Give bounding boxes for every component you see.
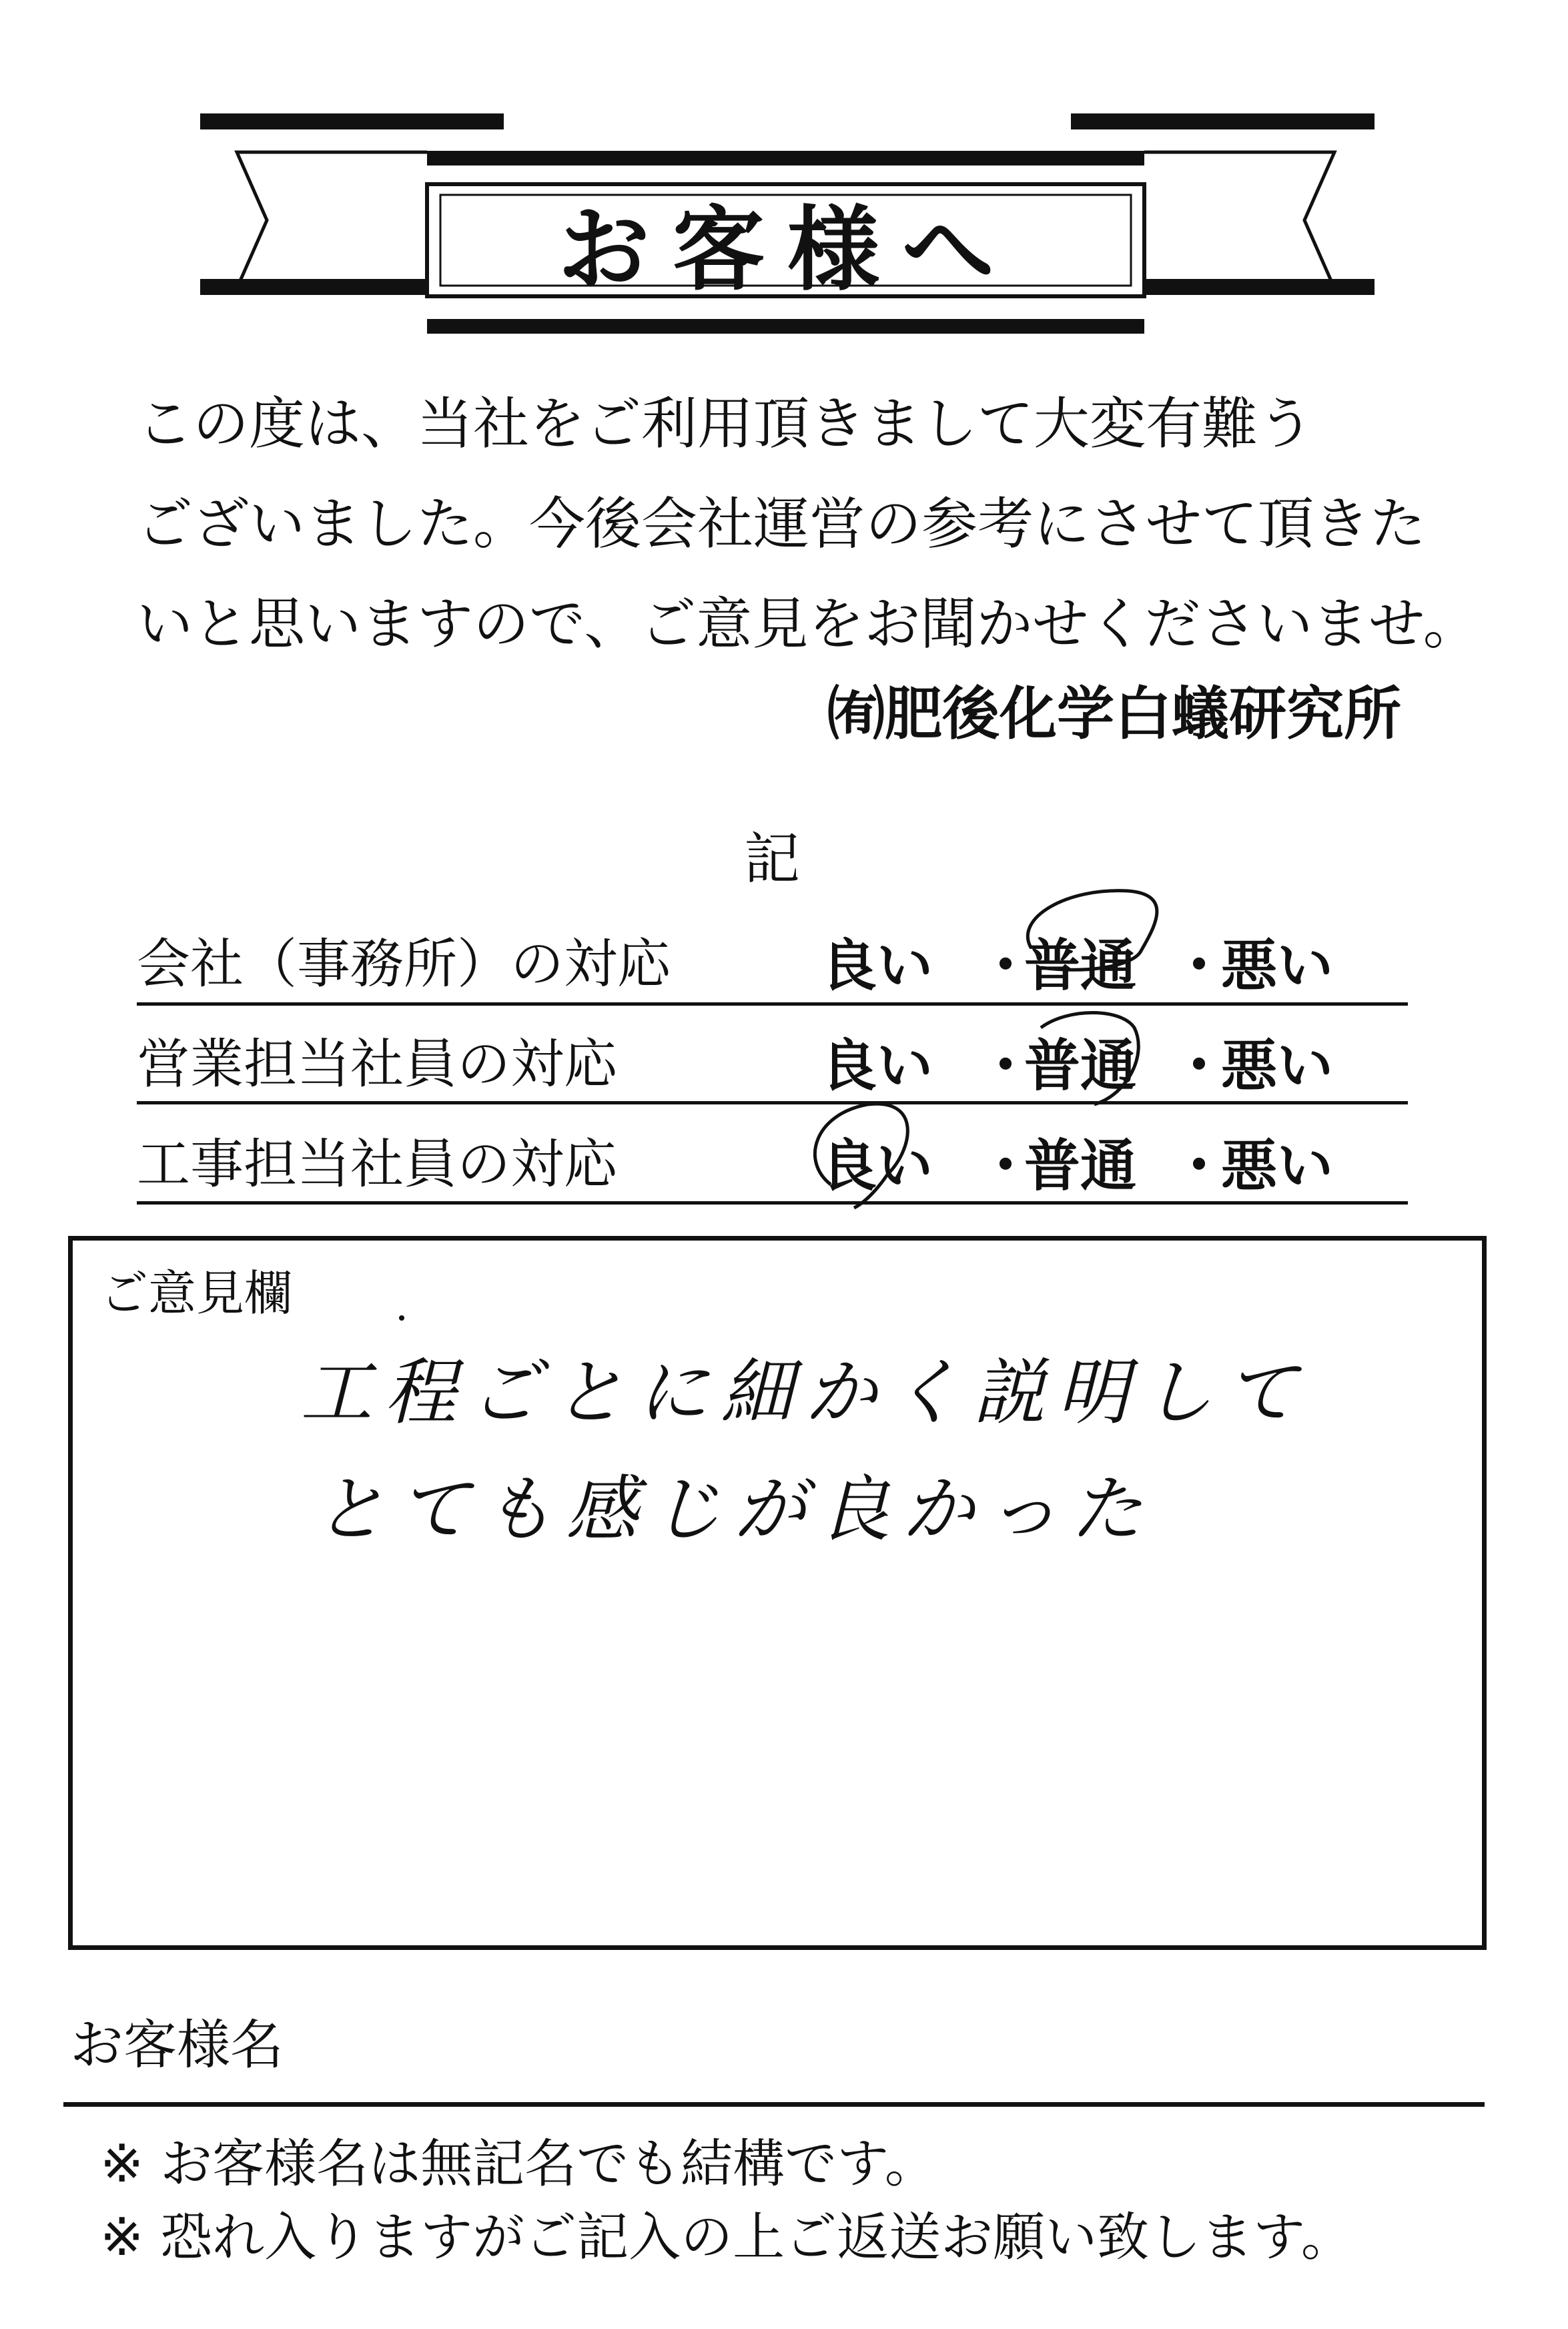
option-good[interactable]: 良い (821, 1133, 933, 1199)
row-divider (137, 1201, 1408, 1205)
handwritten-line: 工程ごとに細かく説明して (300, 1351, 1310, 1435)
option-normal[interactable]: 普通 (1024, 1133, 1137, 1199)
note-line: ※ お客様名は無記名でも結構です。 (100, 2134, 937, 2194)
ki-heading: 記 (744, 826, 801, 892)
option-normal[interactable]: 普通 (1024, 933, 1137, 998)
customer-name-line[interactable] (63, 2102, 1485, 2107)
separator: ・ (1171, 1133, 1228, 1199)
option-bad[interactable]: 悪い (1221, 933, 1334, 998)
separator: ・ (1171, 933, 1228, 998)
customer-name-label: お客様名 (70, 2014, 284, 2076)
intro-text (137, 374, 1479, 674)
intro-line: ございました。今後会社運営の参考にさせて頂きた (137, 491, 1427, 557)
option-good[interactable]: 良い (821, 933, 933, 998)
intro-line: この度は、当社をご利用頂きまして大変有難う (137, 391, 1314, 456)
option-bad[interactable]: 悪い (1221, 1133, 1334, 1199)
intro-line: いと思いますので、ご意見をお聞かせくださいませ。 (137, 591, 1479, 657)
company-name: ㈲肥後化学白蟻研究所 (827, 681, 1401, 747)
rating-row-label: 工事担当社員の対応 (137, 1133, 617, 1195)
separator: ・ (1171, 1033, 1228, 1098)
rating-row-label: 営業担当社員の対応 (137, 1033, 617, 1095)
separator: ・ (977, 1133, 1034, 1199)
rating-row-label: 会社（事務所）の対応 (137, 933, 671, 995)
banner-title: お客様へ (557, 195, 1017, 304)
option-normal[interactable]: 普通 (1024, 1033, 1137, 1098)
separator: ・ (977, 933, 1034, 998)
separator: ・ (977, 1033, 1034, 1098)
note-line: ※ 恐れ入りますがご記入の上ご返送お願い致します。 (100, 2208, 1353, 2268)
opinion-label: ご意見欄 (100, 1265, 293, 1321)
option-bad[interactable]: 悪い (1221, 1033, 1334, 1098)
row-divider (137, 1101, 1408, 1104)
row-divider (137, 1002, 1408, 1006)
option-good[interactable]: 良い (821, 1033, 933, 1098)
handwritten-line: とても感じが良かった (314, 1468, 1155, 1552)
